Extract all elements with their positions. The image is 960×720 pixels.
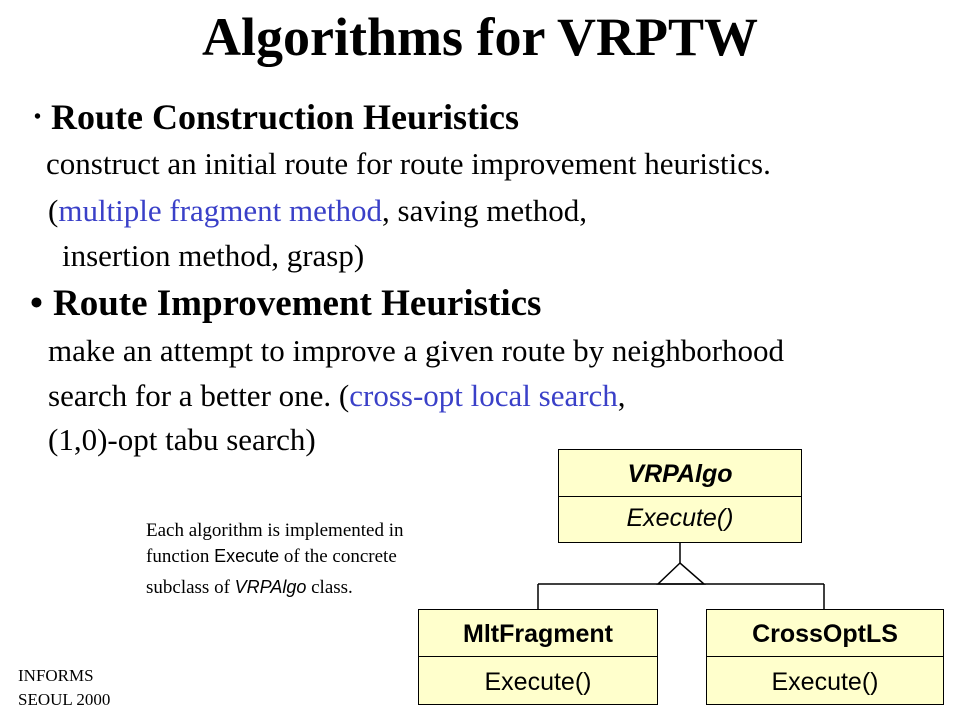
footer-line-1: INFORMS <box>18 666 94 685</box>
bullet: • <box>30 283 43 324</box>
execute-code: Execute <box>214 546 280 566</box>
crossoptls-class-box <box>706 609 944 705</box>
mltfragment-class-box <box>418 609 658 705</box>
vrpalgo-class-name: VRPAlgo <box>627 460 733 488</box>
mltfragment-method: Execute() <box>484 668 592 696</box>
cross-opt-local-search: cross-opt local search <box>349 378 618 413</box>
improvement-line-3: (1,0)-opt tabu search) <box>48 422 316 457</box>
crossoptls-class-name: CrossOptLS <box>752 620 898 648</box>
paren-open: ( <box>48 193 59 228</box>
multiple-fragment-method: multiple fragment method <box>58 193 383 228</box>
improvement-line-2-post: , <box>617 378 626 413</box>
class-divider <box>419 656 657 657</box>
vrpalgo-class-box <box>558 449 802 543</box>
construction-heading-text: Route Construction Heuristics <box>51 97 519 137</box>
vrpalgo-code: VRPAlgo <box>234 577 307 597</box>
construction-line-3: insertion method, grasp) <box>62 238 365 273</box>
footer-line-2: SEOUL 2000 <box>18 690 111 709</box>
note-text: class. <box>306 577 353 598</box>
improvement-line-2-pre: search for a better one. ( <box>48 378 350 413</box>
note-text: subclass of <box>146 577 235 598</box>
improvement-line-1: make an attempt to improve a given route by neighborhood <box>48 333 785 368</box>
class-divider <box>707 656 943 657</box>
class-divider <box>559 496 801 497</box>
slide-title: Algorithms for VRPTW <box>202 7 758 67</box>
improvement-heading-text: Route Improvement Heuristics <box>52 283 542 324</box>
vrpalgo-method: Execute() <box>626 504 734 532</box>
construction-line-1: construct an initial route for route improvement heuristics. <box>46 146 771 181</box>
note-text: of the concrete <box>279 546 397 567</box>
crossoptls-method: Execute() <box>771 668 879 696</box>
note-text: function <box>146 546 215 567</box>
bullet: • <box>34 106 42 129</box>
inheritance-triangle <box>658 563 704 584</box>
construction-line-2-rest: , saving method, <box>382 193 587 228</box>
note-line-1: Each algorithm is implemented in <box>146 520 404 541</box>
mltfragment-class-name: MltFragment <box>463 620 613 648</box>
